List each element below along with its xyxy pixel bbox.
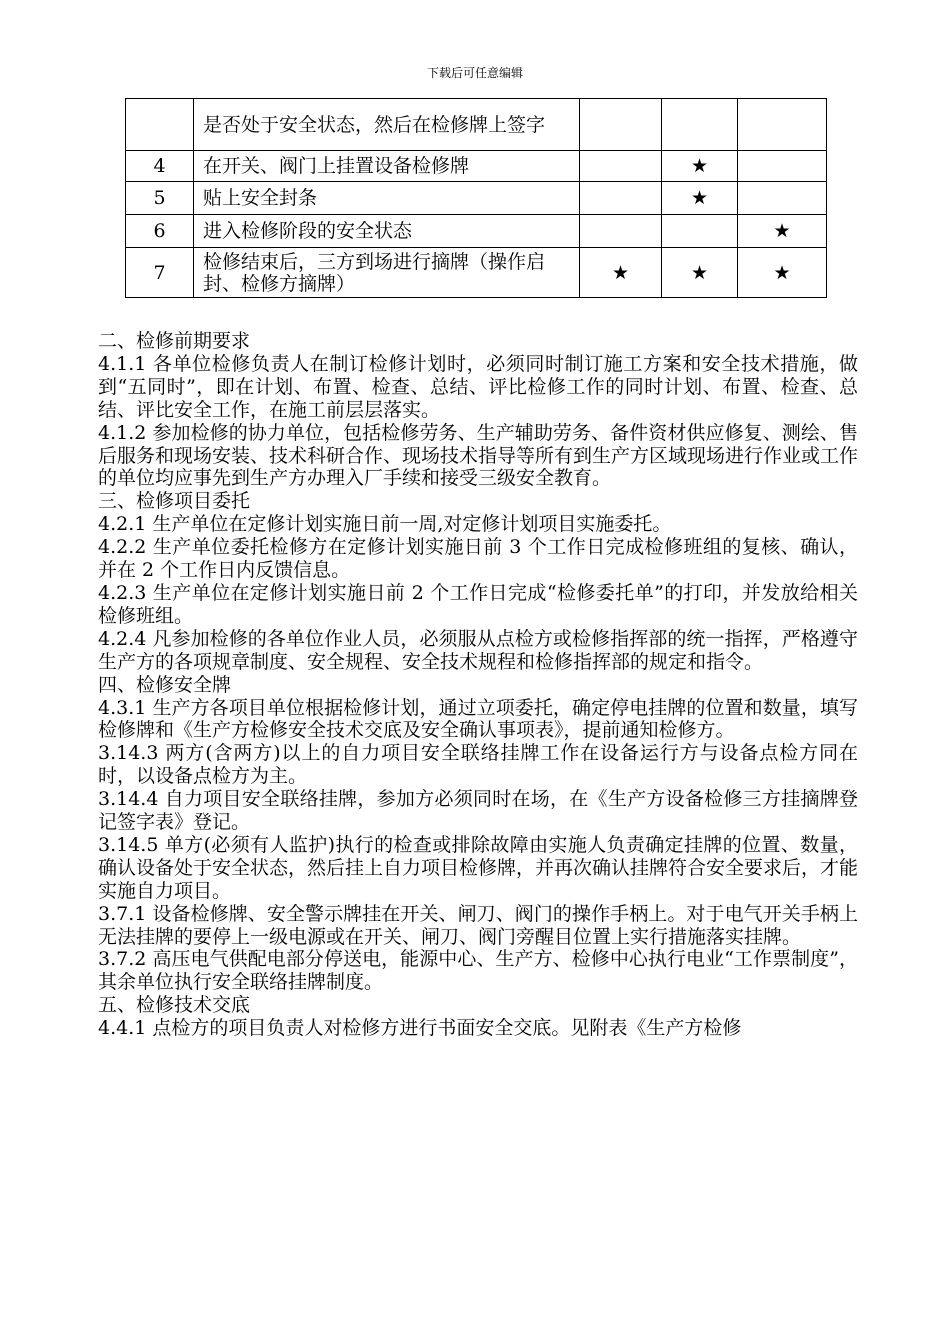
row-mark-2 <box>662 99 738 151</box>
row-description: 贴上安全封条 <box>194 182 580 215</box>
paragraph: 3.14.4 自力项目安全联络挂牌，参加方必须同时在场，在《生产方设备检修三方挂摘牌登记签字表》登记。 <box>98 788 858 834</box>
row-mark-1 <box>580 215 662 248</box>
star-icon: ★ <box>662 151 738 182</box>
paragraph: 4.2.2 生产单位委托检修方在定修计划实施日前 3 个工作日完成检修班组的复核、确认，并在 2 个工作日内反馈信息。 <box>98 536 858 582</box>
star-icon: ★ <box>738 248 827 298</box>
page-header: 下载后可任意编辑 <box>426 66 523 80</box>
star-icon: ★ <box>662 248 738 298</box>
table-row <box>126 182 827 215</box>
table-row <box>126 99 827 151</box>
document-body <box>98 330 858 1040</box>
section-heading: 五、检修技术交底 <box>98 994 251 1017</box>
section-heading: 四、检修安全牌 <box>98 673 232 696</box>
section-heading: 三、检修项目委托 <box>98 490 251 513</box>
paragraph: 4.2.3 生产单位在定修计划实施日前 2 个工作日完成“检修委托单”的打印，并发放给相关检修班组。 <box>98 581 858 627</box>
paragraph: 3.7.2 高压电气供配电部分停送电，能源中心、生产方、检修中心执行电业“工作票制度”，其余单位执行安全联络挂牌制度。 <box>98 948 858 994</box>
row-description: 在开关、阀门上挂置设备检修牌 <box>194 151 580 182</box>
paragraph: 3.7.1 设备检修牌、安全警示牌挂在开关、闸刀、阀门的操作手柄上。对于电气开关手柄上无法挂牌的要停上一级电源或在开关、闸刀、阀门旁醒目位置上实行措施落实挂牌。 <box>98 902 858 948</box>
row-number: 6 <box>126 215 194 248</box>
row-description: 是否处于安全状态，然后在检修牌上签字 <box>194 99 580 151</box>
row-mark-1 <box>580 182 662 215</box>
row-mark-2 <box>662 215 738 248</box>
row-number: 5 <box>126 182 194 215</box>
paragraph: 3.14.3 两方(含两方)以上的自力项目安全联络挂牌工作在设备运行方与设备点检方同在时，以设备点检方为主。 <box>98 742 858 788</box>
star-icon: ★ <box>662 182 738 215</box>
paragraph: 3.14.5 单方(必须有人监护)执行的检查或排除故障由实施人负责确定挂牌的位置、数量，确认设备处于安全状态，然后挂上自力项目检修牌，并再次确认挂牌符合安全要求后，才能实施自力项目。 <box>98 833 859 902</box>
paragraph: 4.4.1 点检方的项目负责人对检修方进行书面安全交底。见附表《生产方检修 <box>98 1017 742 1040</box>
table-row <box>126 248 827 298</box>
row-description: 进入检修阶段的安全状态 <box>194 215 580 248</box>
table-row <box>126 215 827 248</box>
row-mark-3 <box>738 182 827 215</box>
row-number: 7 <box>126 248 194 298</box>
paragraph: 4.3.1 生产方各项目单位根据检修计划，通过立项委托，确定停电挂牌的位置和数量，填写检修牌和《生产方检修安全技术交底及安全确认事项表》，提前通知检修方。 <box>98 696 858 742</box>
table-row <box>126 151 827 182</box>
star-icon: ★ <box>580 248 662 298</box>
paragraph: 4.2.1 生产单位在定修计划实施日前一周,对定修计划项目实施委托。 <box>98 513 672 536</box>
row-description: 检修结束后，三方到场进行摘牌（操作启封、检修方摘牌） <box>194 248 580 298</box>
row-mark-3 <box>738 99 827 151</box>
paragraph: 4.1.2 参加检修的协力单位，包括检修劳务、生产辅助劳务、备件资材供应修复、测绘、售后服务和现场安装、技术科研合作、现场技术指导等所有到生产方区域现场进行作业或工作的单位均应事先到生产方办理入厂手续和接受三级安全教育。 <box>98 421 859 490</box>
row-mark-1 <box>580 151 662 182</box>
star-icon: ★ <box>738 215 827 248</box>
steps-table <box>125 98 827 298</box>
paragraph: 4.2.4 凡参加检修的各单位作业人员，必须服从点检方或检修指挥部的统一指挥，严格遵守生产方的各项规章制度、安全规程、安全技术规程和检修指挥部的规定和指令。 <box>98 627 858 673</box>
row-mark-1 <box>580 99 662 151</box>
paragraph: 4.1.1 各单位检修负责人在制订检修计划时，必须同时制订施工方案和安全技术措施，做到“五同时”，即在计划、布置、检查、总结、评比检修工作的同时计划、布置、检查、总结、评比安全工作，在施工前层层落实。 <box>98 352 858 421</box>
row-number <box>126 99 194 151</box>
section-heading: 二、检修前期要求 <box>98 330 251 352</box>
row-number: 4 <box>126 151 194 182</box>
row-mark-3 <box>738 151 827 182</box>
